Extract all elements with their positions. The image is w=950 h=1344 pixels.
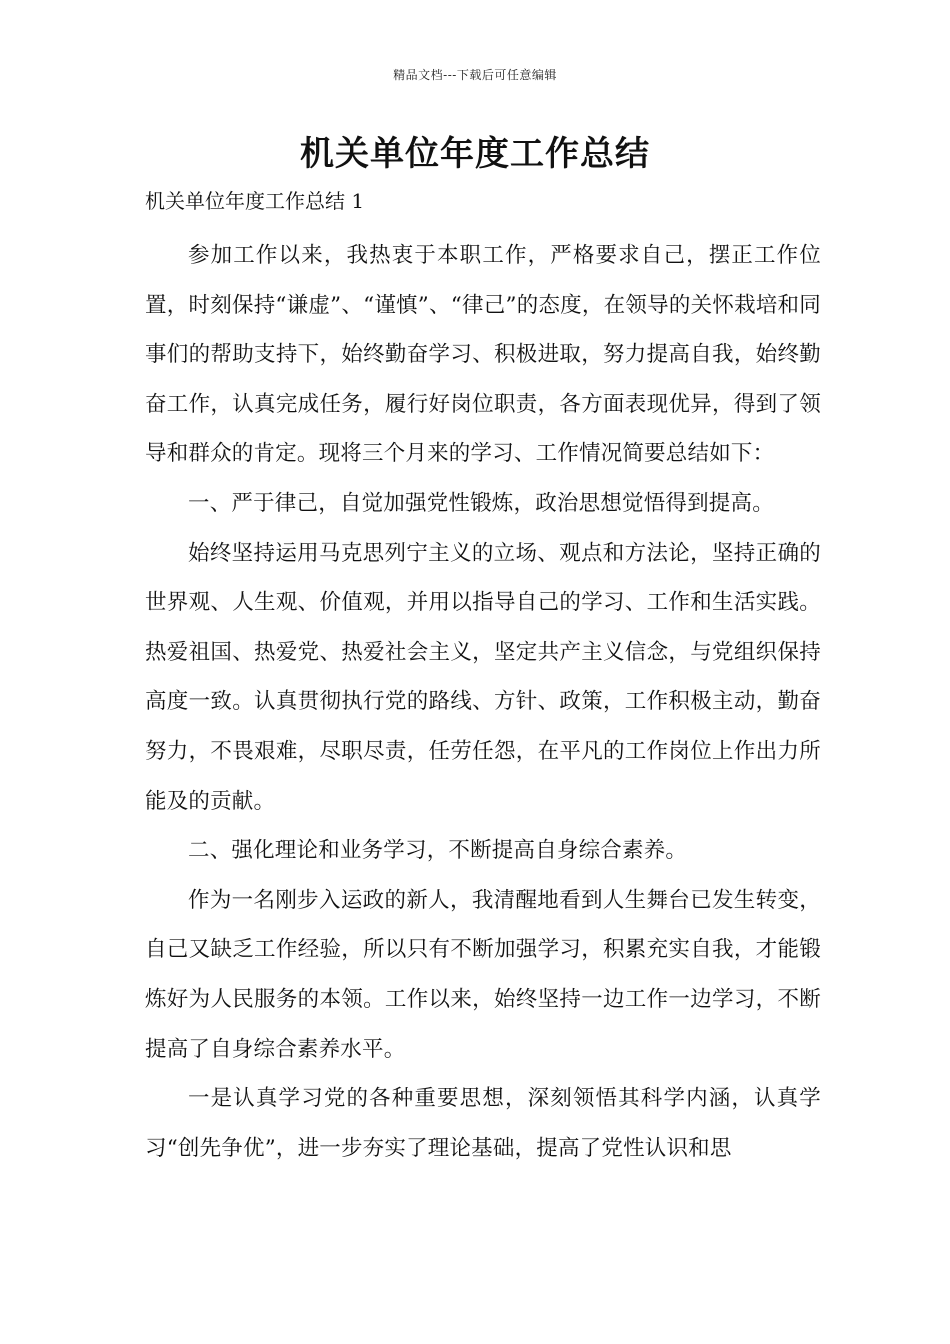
section-heading-1: 一、严于律己，自觉加强党性锻炼，政治思想觉悟得到提高。 <box>188 490 774 516</box>
paragraph-section-1: 始终坚持运用马克思列宁主义的立场、观点和方法论，坚持正确的世界观、人生观、价值观，并用以指导自己的学习、工作和生活实践。热爱祖国、热爱党、热爱社会主义，坚定共产主义信念，与党组织保持高度一致。认真贯彻执行党的路线、方针、政策，工作积极主动，勤奋努力，不畏艰难，尽职尽责，任劳任怨，在平凡的工作岗位上作出力所能及的贡献。 <box>145 540 821 814</box>
paragraph-section-2: 作为一名刚步入运政的新人，我清醒地看到人生舞台已发生转变，自己又缺乏工作经验，所以只有不断加强学习，积累充实自我，才能锻炼好为人民服务的本领。工作以来，始终坚持一边工作一边学习，不断提高了自身综合素养水平。 <box>145 887 821 1062</box>
header-note: 精品文档---下载后可任意编辑 <box>393 68 557 82</box>
document-subtitle: 机关单位年度工作总结 1 <box>145 189 365 213</box>
section-heading-2: 二、强化理论和业务学习，不断提高自身综合素养。 <box>188 838 688 864</box>
paragraph-intro: 参加工作以来，我热衷于本职工作，严格要求自己，摆正工作位置，时刻保持“谦虚”、“谨慎”、“律己”的态度，在领导的关怀栽培和同事们的帮助支持下，始终勤奋学习、积极进取，努力提高自我，始终勤奋工作，认真完成任务，履行好岗位职责，各方面表现优异，得到了领导和群众的肯定。现将三个月来的学习、工作情况简要总结如下： <box>145 243 821 467</box>
paragraph-point-1: 一是认真学习党的各种重要思想，深刻领悟其科学内涵，认真学习“创先争优”，进一步夯实了理论基础，提高了党性认识和思 <box>145 1086 821 1161</box>
document-title: 机关单位年度工作总结 <box>300 134 650 174</box>
document-body <box>145 231 821 1173</box>
